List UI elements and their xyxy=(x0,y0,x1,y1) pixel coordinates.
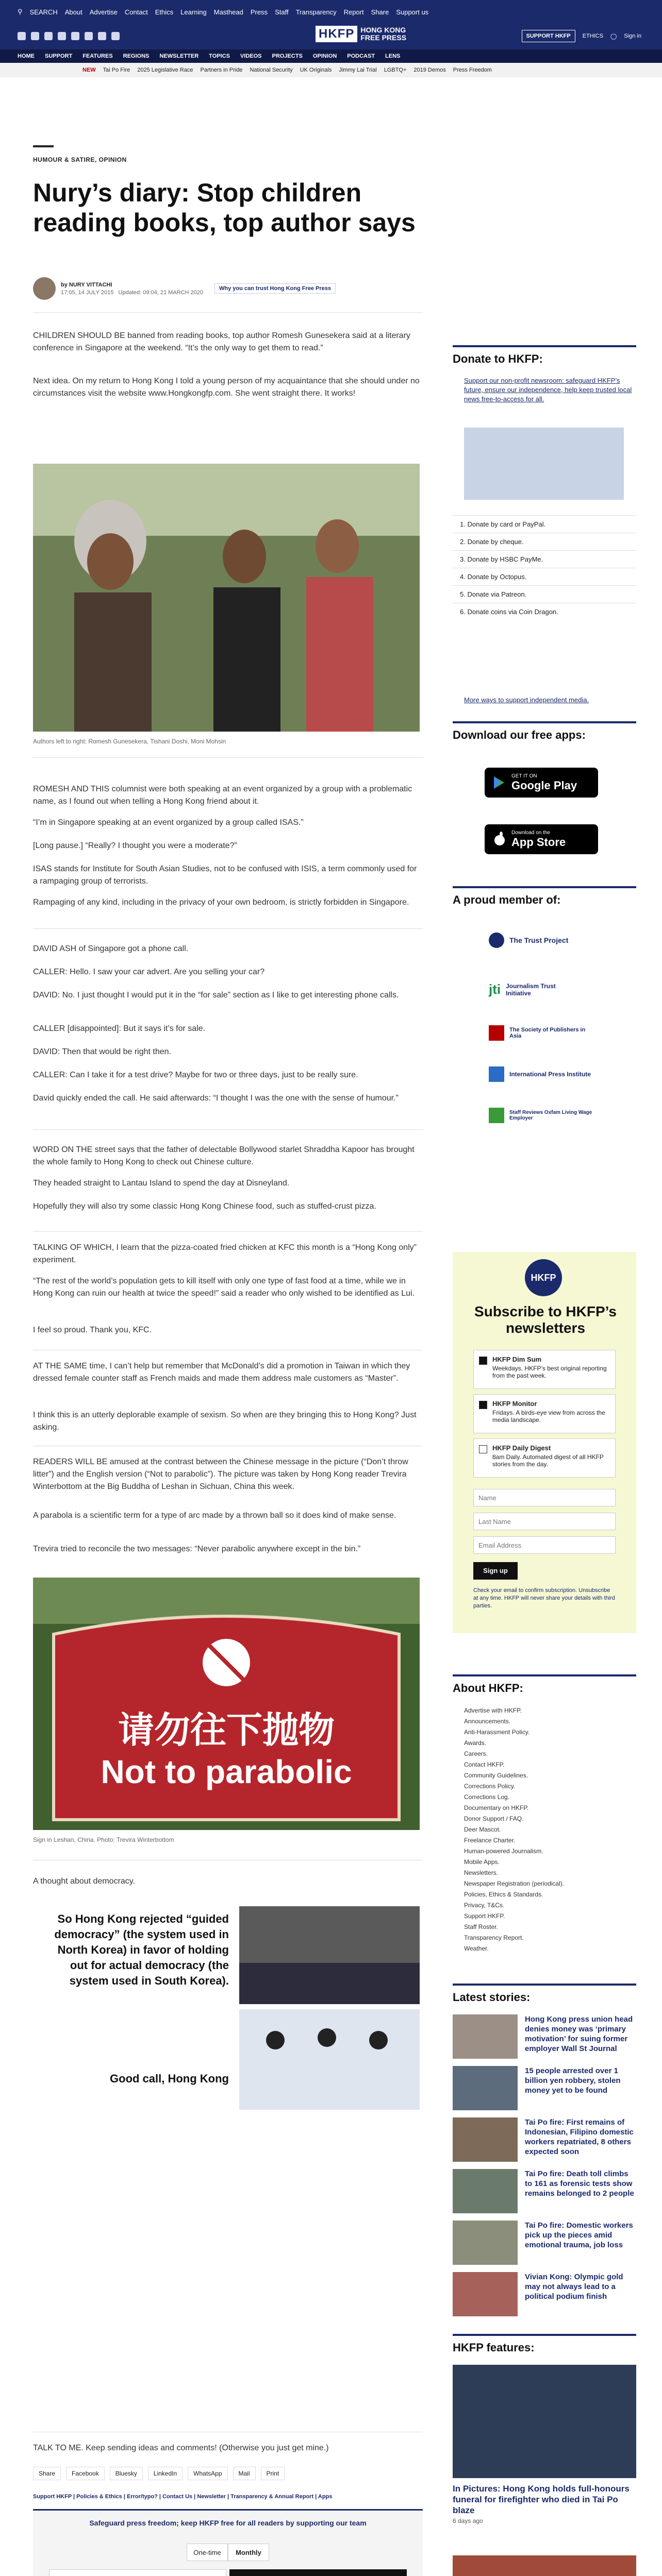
main-nav-items xyxy=(18,53,400,59)
top-left-links xyxy=(18,8,428,16)
sign-in-link[interactable]: Sign in xyxy=(624,33,641,39)
paragraph: A parabola is a scientific term for a type of arc made by a thrown ball so it does kind of make sense. xyxy=(33,1511,396,1520)
main-nav xyxy=(0,49,662,63)
facebook-icon[interactable] xyxy=(18,32,26,40)
feature-image[interactable] xyxy=(453,2365,636,2478)
top-link-advertise[interactable]: Advertise xyxy=(89,8,118,16)
google-play-icon xyxy=(492,775,507,790)
newsletter-option-dimsum[interactable]: HKFP Dim Sum Weekdays. HKFP’s best original reporting from the past week. xyxy=(473,1350,616,1389)
paragraph: DAVID: No. I just thought I would put it in the “for sale” section as I like to get interesting phone calls. xyxy=(33,991,399,999)
about-link[interactable]: Awards. xyxy=(464,1739,487,1747)
about-link[interactable]: Advertise with HKFP. xyxy=(464,1707,522,1714)
article-footer-links[interactable]: Support HKFP | Policies & Ethics | Error/typo? | Contact Us | Newsletter | Transparency & Annual Report | Apps xyxy=(33,2494,333,2500)
byline-text xyxy=(61,282,203,296)
about-link[interactable]: Donor Support / FAQ. xyxy=(464,1815,524,1822)
ipi-member[interactable]: International Press Institute xyxy=(489,1066,592,1082)
paragraph: A thought about democracy. xyxy=(33,1877,136,1886)
about-link[interactable]: Contact HKFP. xyxy=(464,1761,505,1768)
dancer xyxy=(369,2031,388,2049)
divider xyxy=(33,1231,423,1232)
threads-icon[interactable] xyxy=(85,32,93,40)
latest-story[interactable] xyxy=(453,2014,636,2059)
donate-options xyxy=(453,515,636,620)
person-2-body xyxy=(213,587,280,732)
trending-label: NEW xyxy=(82,67,96,73)
paragraph: They headed straight to Lantau Island to spend the day at Disneyland. xyxy=(33,1179,290,1188)
trust-project-member[interactable]: The Trust Project xyxy=(489,933,568,948)
about-link[interactable]: Transparency Report. xyxy=(464,1934,524,1941)
top-right-actions xyxy=(522,30,641,42)
trending-item[interactable]: Partners in Pride xyxy=(200,67,243,73)
top-link-transparency[interactable]: Transparency xyxy=(295,8,337,16)
newsletter-option-monitor[interactable]: HKFP Monitor Fridays. A birds-eye view from across the media landscape. xyxy=(473,1394,616,1433)
social-icons xyxy=(18,32,120,40)
story-title[interactable]: Tai Po fire: Domestic workers pick up the pieces amid emotional trauma, job loss xyxy=(525,2221,633,2249)
about-list xyxy=(464,1705,634,1954)
paragraph: David quickly ended the call. He said afterwards: “I thought I was the one with the sense of humour.” xyxy=(33,1094,399,1103)
rss-icon[interactable] xyxy=(111,32,120,40)
trending-item[interactable]: Press Freedom xyxy=(453,67,492,73)
paragraph: DAVID ASH of Singapore got a phone call. xyxy=(33,944,189,953)
about-link[interactable]: Privacy, T&Cs. xyxy=(464,1902,505,1909)
top-link-about[interactable]: About xyxy=(64,8,82,16)
latest-story[interactable] xyxy=(453,2169,636,2213)
trending-item[interactable]: Jimmy Lai Trial xyxy=(339,67,377,73)
byline xyxy=(33,277,336,300)
paragraph: “I’m in Singapore speaking at an event organized by a group called ISAS.” xyxy=(33,818,304,827)
oxfam-icon xyxy=(489,1108,504,1123)
about-link[interactable]: Anti-Harassment Policy. xyxy=(464,1728,530,1736)
more-ways-link[interactable]: More ways to support independent media. xyxy=(464,696,589,704)
paragraph: CALLER [disappointed]: But it says it’s for sale. xyxy=(33,1024,206,1033)
jti-member[interactable]: jti Journalism Trust Initiative xyxy=(489,981,556,997)
sign-up-button[interactable]: Sign up xyxy=(473,1562,518,1580)
person-3-face xyxy=(316,519,359,573)
apple-icon xyxy=(492,832,507,847)
donate-option[interactable]: 4. Donate by Octopus. xyxy=(453,568,636,585)
trust-project-icon xyxy=(489,933,504,948)
donate-option[interactable]: 2. Donate by cheque. xyxy=(453,533,636,550)
top-link-learning[interactable]: Learning xyxy=(180,8,207,16)
paragraph: CALLER: Can I take it for a test drive? Maybe for two or three days, just to be really sure. xyxy=(33,1071,358,1079)
share-whatsapp-button[interactable]: WhatsApp xyxy=(188,2467,227,2480)
democracy-meme xyxy=(33,1901,423,2117)
paragraph: TALK TO ME. Keep sending ideas and comments! (Otherwise you just get mine.) xyxy=(33,2444,329,2452)
meme-caption-2: Good call, Hong Kong xyxy=(110,2072,229,2085)
checkbox-checked[interactable] xyxy=(479,1357,487,1365)
name-input[interactable]: Name xyxy=(473,1489,616,1506)
updated-date: Updated: 09:04, 21 MARCH 2020 xyxy=(118,289,204,296)
feature-image[interactable] xyxy=(453,2555,636,2576)
story-thumbnail[interactable] xyxy=(453,2169,518,2213)
trending-item[interactable]: 2025 Legislative Race xyxy=(137,67,193,73)
paragraph: Next idea. On my return to Hong Kong I told a young person of my acquaintance that she should under no circumstances visit the website www.Hongkongfp.com. She went straight there. It works! xyxy=(33,377,420,398)
top-link-contact[interactable]: Contact xyxy=(124,8,148,16)
trending-item[interactable]: 2019 Demos xyxy=(413,67,446,73)
paragraph: AT THE SAME time, I can’t help but remember that McDonald’s did a promotion in Taiwan in which they dressed female counter staff as French maids and made them address male customers as “Master”. xyxy=(33,1362,410,1383)
publish-date: 17:05, 14 JULY 2015 xyxy=(61,289,114,296)
top-bar xyxy=(0,0,662,23)
feature-story[interactable] xyxy=(453,2555,636,2576)
about-link[interactable]: Community Guidelines. xyxy=(464,1772,528,1779)
checkbox-unchecked[interactable] xyxy=(479,1445,487,1453)
story-thumbnail[interactable] xyxy=(453,2014,518,2059)
latest-heading: Latest stories: xyxy=(453,1984,636,2004)
about-link[interactable]: Corrections Policy. xyxy=(464,1783,516,1790)
donate-sidebar-heading: Donate to HKFP: xyxy=(453,345,636,366)
story-title[interactable]: Tai Po fire: Death toll climbs to 161 as forensic tests show remains belonged to 2 people xyxy=(525,2170,634,2198)
trending-items xyxy=(82,67,492,73)
top-link-press[interactable]: Press xyxy=(250,8,268,16)
donate-option[interactable]: 3. Donate by HSBC PayMe. xyxy=(453,550,636,568)
paragraph: I think this is an utterly deplorable example of sexism. So when are they bringing this to Hong Kong? Just asking. xyxy=(33,1411,417,1432)
paragraph: CALLER: Hello. I saw your car advert. Are you selling your car? xyxy=(33,968,265,976)
google-play-button[interactable]: GET IT ON Google Play xyxy=(485,768,598,798)
about-link[interactable]: Announcements. xyxy=(464,1718,511,1725)
amount-option[interactable] xyxy=(49,2569,226,2576)
story-title[interactable]: 15 people arrested over 1 billion yen robbery, stolen money yet to be found xyxy=(525,2066,621,2095)
paragraph: [Long pause.] “Really? I thought you were a moderate?” xyxy=(33,841,237,850)
story-title[interactable]: Vivian Kong: Olympic gold may not always lead to a political podium finish xyxy=(525,2273,623,2301)
authors-photo xyxy=(33,464,420,732)
site-logo[interactable] xyxy=(316,26,406,42)
trending-bar xyxy=(0,63,662,77)
sopa-member[interactable]: The Society of Publishers in Asia xyxy=(489,1025,592,1041)
user-icon[interactable]: ◯ xyxy=(610,33,617,40)
ethics-link[interactable]: ETHICS xyxy=(582,33,604,39)
meme-images xyxy=(239,1906,420,2112)
top-link-masthead[interactable]: Masthead xyxy=(213,8,243,16)
about-link[interactable]: Newspaper Registration (periodical). xyxy=(464,1880,565,1887)
checkbox-checked[interactable] xyxy=(479,1401,487,1409)
paragraph: DAVID: Then that would be right then. xyxy=(33,1047,172,1056)
newsletter-box xyxy=(453,1252,636,1633)
story-title[interactable]: Hong Kong press union head denies money was ‘primary motivation’ for suing former employer Wall St Journal xyxy=(525,2015,633,2053)
about-link[interactable]: Policies, Ethics & Standards. xyxy=(464,1891,543,1898)
paragraph: WORD ON THE street says that the father of delectable Bollywood starlet Shraddha Kapoor has brought the whole family to Hong Kong to check out Chinese culture. xyxy=(33,1145,415,1166)
parade-crowd xyxy=(239,1963,420,2004)
youtube-icon[interactable] xyxy=(58,32,66,40)
donate-sidebar-text[interactable]: Support our non-profit newsroom: safeguard HKFP’s future, ensure our independence, help keep trusted local news free-to-access for all. xyxy=(464,377,632,403)
divider xyxy=(33,1129,423,1130)
person-1-body xyxy=(74,592,152,732)
story-thumbnail[interactable] xyxy=(453,2066,518,2110)
nav-features[interactable]: FEATURES xyxy=(82,53,113,59)
about-link[interactable]: Support HKFP. xyxy=(464,1912,505,1920)
feature-title[interactable]: In Pictures: Hong Kong holds full-honours funeral for firefighter who died in Tai Po blaze xyxy=(453,2484,630,2515)
search-link[interactable]: SEARCH xyxy=(29,8,58,16)
newsletter-note: Check your email to confirm subscription. Unsubscribe at any time. HKFP will never share your details with third parties. xyxy=(473,1587,615,1609)
divider xyxy=(33,757,423,758)
about-link[interactable]: Documentary on HKFP. xyxy=(464,1804,529,1811)
sign-chinese-text: 请勿往下抛物 xyxy=(118,1709,335,1751)
jti-icon: jti xyxy=(489,981,501,997)
nav-projects[interactable]: PROJECTS xyxy=(272,53,303,59)
about-link[interactable]: Freelance Charter. xyxy=(464,1837,516,1844)
newsletter-option-digest[interactable]: HKFP Daily Digest 8am Daily. Automated digest of all HKFP stories from the day. xyxy=(473,1438,616,1478)
top-link-support[interactable]: Support us xyxy=(396,8,429,16)
author-name[interactable]: by NURY VITTACHI xyxy=(61,281,112,288)
masthead-band xyxy=(0,23,662,49)
share-label: Share xyxy=(33,2467,61,2480)
donate-box xyxy=(33,2509,423,2576)
nav-topics[interactable]: TOPICS xyxy=(209,53,230,59)
features-heading: HKFP features: xyxy=(453,2334,636,2354)
dancer xyxy=(318,2028,336,2047)
paragraph: READERS WILL BE amused at the contrast between the Chinese message in the picture (“Don’t throw litter”) and the English version (“Not to parabolic”). The picture was taken by Hong Kong reader Trevira Winterbottom at the Big Buddha of Leshan in Sichuan, China this week. xyxy=(33,1458,408,1491)
person-2-face xyxy=(223,530,266,583)
feature-story[interactable] xyxy=(453,2365,636,2524)
latest-story[interactable] xyxy=(453,2221,636,2265)
story-title[interactable]: Tai Po fire: First remains of Indonesian, Filipino domestic workers repatriated, 8 others expected soon xyxy=(525,2118,634,2156)
about-link[interactable]: Newsletters. xyxy=(464,1869,499,1876)
amount-option-selected[interactable] xyxy=(229,2569,407,2576)
top-link-staff[interactable]: Staff xyxy=(275,8,289,16)
meme-caption-1: So Hong Kong rejected “guided democracy” (the system used in North Korea) in favor of holding out for actual democracy (the system used in South Korea). xyxy=(54,1912,229,1987)
share-mail-button[interactable]: Mail xyxy=(233,2467,256,2480)
newsletter-heading: Subscribe to HKFP’s newsletters xyxy=(474,1303,617,1336)
paragraph: Rampaging of any kind, including in the privacy of your own bedroom, is strictly forbidden in Singapore. xyxy=(33,898,409,907)
share-bar xyxy=(33,2467,285,2480)
sopa-icon xyxy=(489,1025,504,1041)
author-avatar[interactable] xyxy=(33,277,56,300)
divider xyxy=(33,312,423,313)
article-category[interactable]: HUMOUR & SATIRE, OPINION xyxy=(33,156,127,163)
latest-story[interactable] xyxy=(453,2272,636,2316)
oxfam-member[interactable]: Staff Reviews Oxfam Living Wage Employer xyxy=(489,1108,602,1123)
member-heading: A proud member of: xyxy=(453,886,636,907)
story-thumbnail[interactable] xyxy=(453,2221,518,2265)
nav-home[interactable]: HOME xyxy=(18,53,35,59)
article-title: Nury’s diary: Stop children reading books, top author says xyxy=(33,178,416,237)
paragraph: TALKING OF WHICH, I learn that the pizza-coated fried chicken at KFC this month is a “Hong Kong only” experiment. xyxy=(33,1243,417,1264)
donate-option[interactable]: 1. Donate by card or PayPal. xyxy=(453,515,636,533)
paragraph: Trevira tried to reconcile the two messages: “Never parabolic anywhere except in the bin.” xyxy=(33,1545,361,1553)
photo-caption: Authors left to right: Romesh Gunesekera, Tishani Doshi, Moni Mohsin xyxy=(33,738,226,745)
apps-heading: Download our free apps: xyxy=(453,721,636,742)
nav-videos[interactable]: VIDEOS xyxy=(240,53,262,59)
about-link[interactable]: Mobile Apps. xyxy=(464,1858,500,1866)
paragraph: I feel so proud. Thank you, KFC. xyxy=(33,1326,152,1334)
about-link[interactable]: Staff Roster. xyxy=(464,1923,498,1930)
support-hkfp-button[interactable]: SUPPORT HKFP xyxy=(522,30,575,42)
top-link-ethics[interactable]: Ethics xyxy=(155,8,174,16)
last-name-input[interactable]: Last Name xyxy=(473,1513,616,1530)
donate-heading: Safeguard press freedom; keep HKFP free for all readers by supporting our team xyxy=(89,2519,367,2527)
paragraph: ISAS stands for Institute for South Asian Studies, not to be confused with ISIS, a term commonly used for a rampaging group of terrorists. xyxy=(33,865,417,886)
about-link[interactable]: Careers. xyxy=(464,1750,488,1757)
email-input[interactable]: Email Address xyxy=(473,1536,616,1554)
about-link[interactable]: Deer Mascot. xyxy=(464,1826,501,1833)
about-link[interactable]: Weather. xyxy=(464,1945,489,1952)
instagram-icon[interactable] xyxy=(44,32,53,40)
dancer xyxy=(266,2031,285,2049)
latest-story[interactable] xyxy=(453,2117,636,2162)
sign-english-text: Not to parabolic xyxy=(101,1753,352,1790)
trending-item[interactable]: Tai Po Fire xyxy=(103,67,130,73)
logo-box: HKFP xyxy=(316,26,357,42)
divider xyxy=(33,928,423,929)
photo-caption: Sign in Leshan, China. Photo: Trevira Winterbottom xyxy=(33,1836,174,1843)
share-facebook-button[interactable]: Facebook xyxy=(66,2467,105,2480)
share-bluesky-button[interactable]: Bluesky xyxy=(110,2467,143,2480)
paragraph: ROMESH AND THIS columnist were both speaking at an event organized by a group with a problematic name, as I found out when telling a Hong Kong friend about it. xyxy=(33,785,412,806)
top-link-share[interactable]: Share xyxy=(371,8,389,16)
donate-option[interactable]: 5. Donate via Patreon. xyxy=(453,585,636,603)
app-store-button[interactable]: Download on the App Store xyxy=(485,824,598,854)
search-icon[interactable]: ⚲ xyxy=(18,8,23,15)
story-thumbnail[interactable] xyxy=(453,2117,518,2162)
person-3-body xyxy=(306,577,373,732)
about-link[interactable]: Corrections Log. xyxy=(464,1793,510,1801)
linkedin-icon[interactable] xyxy=(71,32,79,40)
bluesky-icon[interactable] xyxy=(98,32,106,40)
trending-item[interactable]: UK Originals xyxy=(300,67,332,73)
nav-support[interactable]: SUPPORT xyxy=(45,53,73,59)
nav-podcast[interactable]: PODCAST xyxy=(347,53,375,59)
nav-newsletter[interactable]: NEWSLETTER xyxy=(159,53,199,59)
share-linkedin-button[interactable]: LinkedIn xyxy=(148,2467,183,2480)
nav-opinion[interactable]: OPINION xyxy=(312,53,337,59)
nav-regions[interactable]: REGIONS xyxy=(123,53,150,59)
about-link[interactable]: Human-powered Journalism. xyxy=(464,1848,543,1855)
trending-item[interactable]: National Security xyxy=(250,67,293,73)
about-heading: About HKFP: xyxy=(453,1674,636,1695)
one-time-toggle[interactable]: One-time xyxy=(187,2544,228,2561)
latest-story[interactable] xyxy=(453,2066,636,2110)
top-link-report[interactable]: Report xyxy=(343,8,364,16)
donate-sidebar-image xyxy=(464,428,624,500)
authors-photo-svg xyxy=(33,464,420,732)
share-print-button[interactable]: Print xyxy=(261,2467,285,2480)
x-icon[interactable] xyxy=(31,32,39,40)
person-1-face xyxy=(87,533,134,590)
paragraph: “The rest of the world’s population gets to kill itself with only one type of fast food at a time, while we in Hong Kong can ruin our health at twice the speed!” said a reader who only wished to be identified as Lui. xyxy=(33,1277,415,1298)
sign-photo xyxy=(33,1578,420,1830)
paragraph: CHILDREN SHOULD BE banned from reading books, top author Romesh Gunesekera said at a literary conference in Singapore at the weekend. “It’s the only way to get them to read.” xyxy=(33,331,410,352)
south-korea-dance-image xyxy=(239,2009,420,2110)
paragraph: Hopefully they will also try some classic Hong Kong Chinese food, such as stuffed-crust pizza. xyxy=(33,1202,376,1211)
monthly-toggle[interactable]: Monthly xyxy=(228,2544,269,2561)
trending-item[interactable]: LGBTQ+ xyxy=(384,67,407,73)
feature-date: 6 days ago xyxy=(453,2517,483,2524)
story-thumbnail[interactable] xyxy=(453,2272,518,2316)
donate-option[interactable]: 6. Donate coins via Coin Dragon. xyxy=(453,603,636,620)
trust-link[interactable]: Why you can trust Hong Kong Free Press xyxy=(214,283,336,294)
ipi-icon xyxy=(489,1066,504,1082)
nav-lens[interactable]: LENS xyxy=(385,53,401,59)
logo-text: HONG KONG FREE PRESS xyxy=(360,26,407,42)
hkfp-circle-logo: HKFP xyxy=(525,1259,562,1296)
category-rule xyxy=(33,145,54,147)
